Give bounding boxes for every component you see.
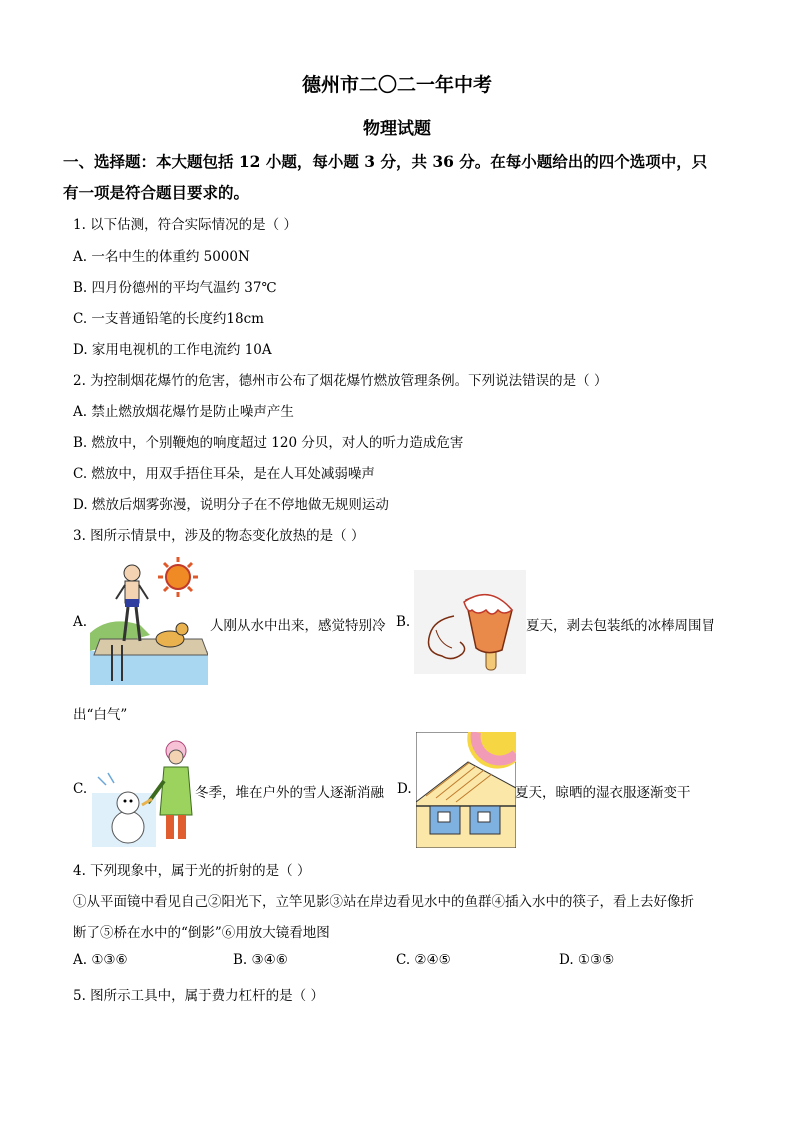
q4-option-a: A. ①③⑥ <box>73 952 128 968</box>
q3-stem: 3. 图所示情景中，涉及的物态变化放热的是（ ） <box>73 528 365 544</box>
q2-option-d: D. 燃放后烟雾弥漫，说明分子在不停地做无规则运动 <box>73 497 389 513</box>
q3-b-continued: 出“白气” <box>73 707 128 723</box>
q4-stem: 4. 下列现象中，属于光的折射的是（ ） <box>73 863 311 879</box>
drying-clothes-image <box>416 732 516 848</box>
section-heading-line1: 一、选择题：本大题包括 12 小题，每小题 3 分，共 36 分。在每小题给出的四个选项中，只 <box>63 152 708 171</box>
q1-option-a: A. 一名中生的体重约 5000N <box>73 249 250 265</box>
q4-option-b: B. ③④⑥ <box>233 952 288 968</box>
q3-c-text: 冬季，堆在户外的雪人逐渐消融 <box>195 785 384 801</box>
q2-stem: 2. 为控制烟花爆竹的危害，德州市公布了烟花爆竹燃放管理条例。下列说法错误的是（ ） <box>73 373 608 389</box>
q3-c-label: C. <box>73 781 88 797</box>
q1-stem: 1. 以下估测，符合实际情况的是（ ） <box>73 217 297 233</box>
q3-b-label: B. <box>396 614 411 630</box>
q1-option-d: D. 家用电视机的工作电流约 10A <box>73 342 272 358</box>
popsicle-image <box>414 570 526 674</box>
q4-statements-line2: 断了⑤桥在水中的“倒影”⑥用放大镜看地图 <box>73 925 330 941</box>
q1-option-b: B. 四月份德州的平均气温约 37℃ <box>73 280 277 296</box>
q1-option-c: C. 一支普通铅笔的长度约18cm <box>73 311 264 327</box>
swimmer-image <box>90 555 208 685</box>
q2-option-b: B. 燃放中，个别鞭炮的响度超过 120 分贝，对人的听力造成危害 <box>73 435 464 451</box>
exam-title: 德州市二〇二一年中考 <box>301 74 492 96</box>
q4-option-d: D. ①③⑤ <box>559 952 615 968</box>
q3-a-text: 人刚从水中出来，感觉特别冷 <box>210 618 386 634</box>
q5-stem: 5. 图所示工具中，属于费力杠杆的是（ ） <box>73 988 324 1004</box>
q3-a-label: A. <box>73 614 88 630</box>
q2-option-c: C. 燃放中，用双手捂住耳朵，是在人耳处减弱噪声 <box>73 466 375 482</box>
q3-d-label: D. <box>397 781 412 797</box>
q4-statements-line1: ①从平面镜中看见自己②阳光下，立竿见影③站在岸边看见水中的鱼群④插入水中的筷子，看上去好像折 <box>73 894 694 910</box>
snowman-image <box>92 733 196 847</box>
q4-option-c: C. ②④⑤ <box>396 952 451 968</box>
section-heading-line2: 有一项是符合题目要求的。 <box>63 183 250 202</box>
q2-option-a: A. 禁止燃放烟花爆竹是防止噪声产生 <box>73 404 294 420</box>
q3-b-text: 夏天，剥去包装纸的冰棒周围冒 <box>526 618 715 634</box>
exam-subtitle: 物理试题 <box>363 119 431 139</box>
q3-d-text: 夏天，晾晒的湿衣服逐渐变干 <box>515 785 691 801</box>
